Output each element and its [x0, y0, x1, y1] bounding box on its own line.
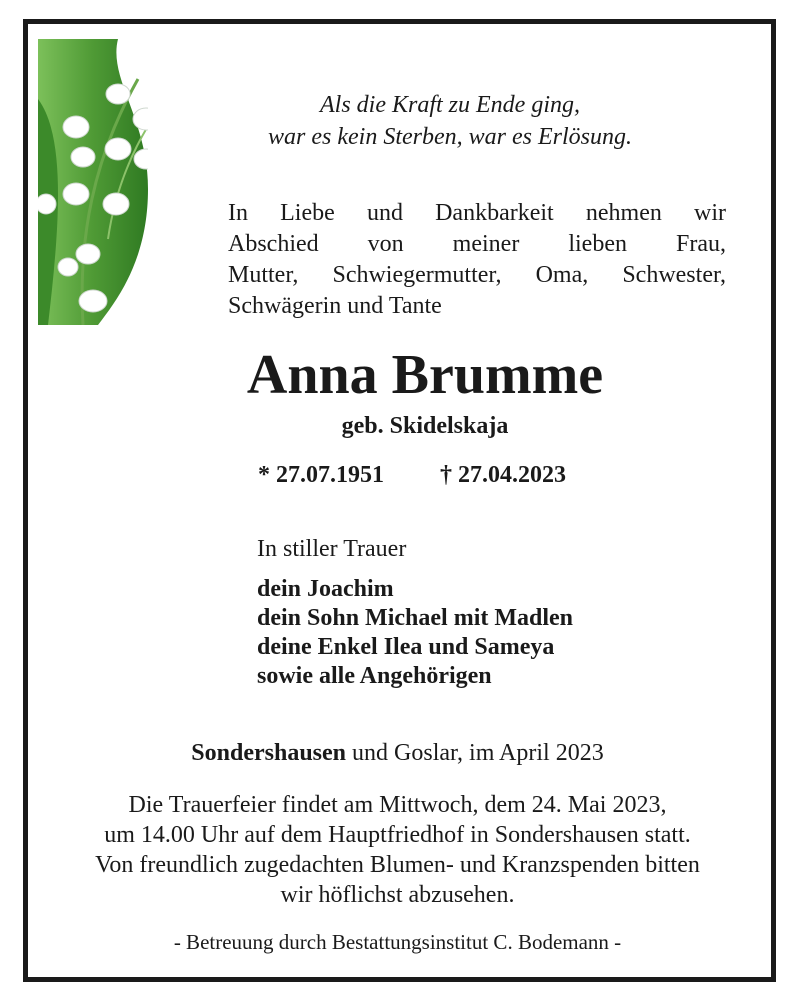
funeral-home-footer: - Betreuung durch Bestattungsinstitut C. Bodemann - [173, 930, 622, 954]
quote-line-2: war es kein Sterben, war es Erlösung. [268, 124, 632, 150]
lily-of-the-valley-image [38, 39, 148, 325]
birth-date: * 27.07.1951 [258, 462, 384, 488]
place-date-line [0, 740, 795, 767]
ceremony-line: um 14.00 Uhr auf dem Hauptfriedhof in Sondershausen statt. [104, 822, 691, 848]
mourner-name: deine Enkel Ilea und Sameya [257, 634, 555, 660]
intro-line: Abschied von meiner lieben Frau, [228, 231, 726, 257]
mourners-heading: In stiller Trauer [257, 536, 407, 562]
mourner-name: dein Sohn Michael mit Madlen [257, 605, 574, 631]
quote-line-1: Als die Kraft zu Ende ging, [320, 92, 580, 118]
intro-line: Schwägerin und Tante [228, 293, 442, 319]
death-date: † 27.04.2023 [440, 462, 566, 488]
ceremony-line: Von freundlich zugedachten Blumen- und Kranzspenden bitten [95, 852, 700, 878]
place-date-rest: und Goslar, im April 2023 [346, 740, 604, 766]
mourner-name: dein Joachim [257, 576, 394, 602]
birth-name: geb. Skidelskaja [341, 413, 509, 439]
ceremony-line: Die Trauerfeier findet am Mittwoch, dem 24. Mai 2023, [128, 792, 667, 818]
deceased-name: Anna Brumme [246, 344, 604, 406]
ceremony-line: wir höflichst abzusehen. [280, 882, 515, 908]
place-name: Sondershausen [191, 740, 347, 766]
intro-line: In Liebe und Dankbarkeit nehmen wir [228, 200, 726, 226]
intro-line: Mutter, Schwiegermutter, Oma, Schwester, [228, 262, 726, 288]
mourner-name: sowie alle Angehörigen [257, 663, 492, 689]
